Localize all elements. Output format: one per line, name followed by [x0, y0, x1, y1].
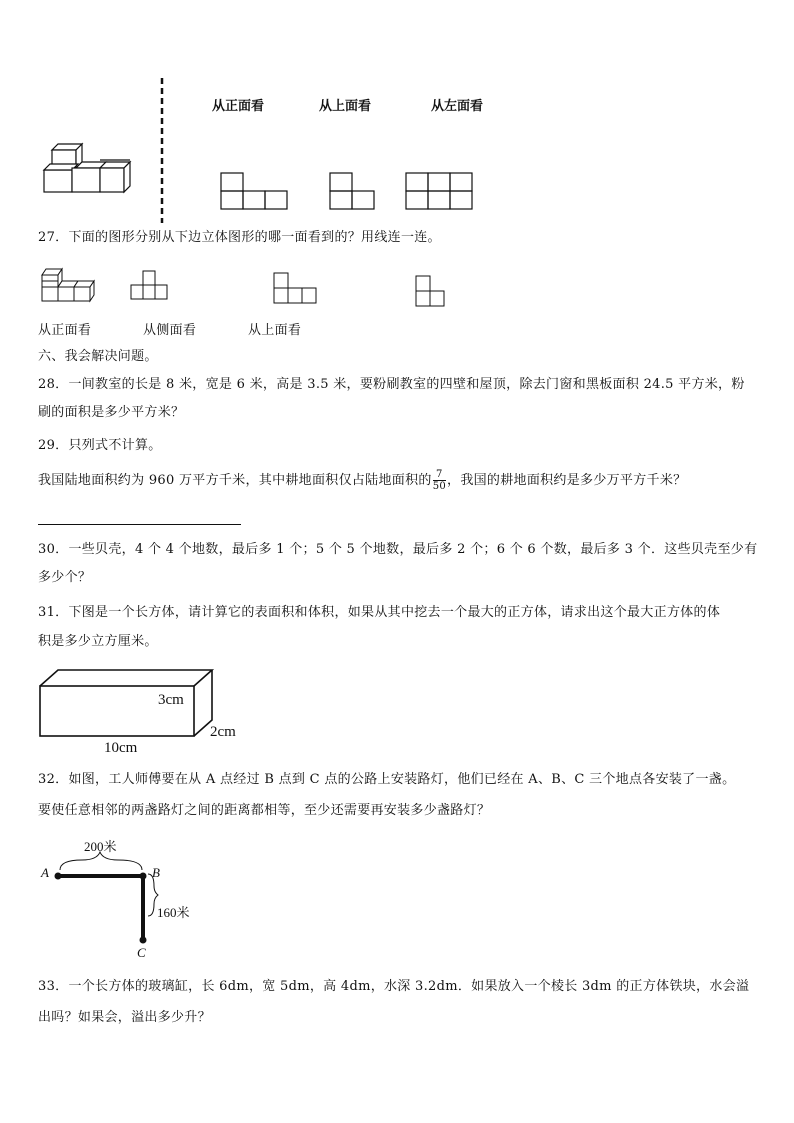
- q31-line2: 积是多少立方厘米。: [38, 634, 158, 649]
- q30-line1: 30．一些贝壳，4 个 4 个地数，最后多 1 个；5 个 5 个地数，最后多 2 个；6 个 6 个数，最后多 3 个．这些贝壳至少有: [38, 542, 758, 557]
- q28-line2: 刷的面积是多少平方米？: [38, 405, 185, 420]
- q30-line2: 多少个？: [38, 570, 92, 585]
- road-bc-distance-label: 160米: [157, 905, 190, 920]
- q29-title: 29．只列式不计算。: [38, 438, 162, 453]
- front-view-grid: [220, 172, 288, 210]
- q32-line2: 要使任意相邻的两盏路灯之间的距离都相等，至少还需要再安装多少盏路灯？: [38, 803, 491, 818]
- cuboid-figure: [38, 668, 218, 740]
- cuboid-width-label: 2cm: [210, 724, 236, 740]
- dashed-divider: [160, 78, 164, 223]
- road-diagram: [52, 848, 162, 948]
- q27-solid-figure: [40, 265, 100, 305]
- view-label-left: 从左面看: [431, 99, 484, 114]
- left-view-grid: [405, 172, 473, 210]
- road-ab-distance-label: 200米: [84, 839, 117, 854]
- cuboid-height-label: 3cm: [158, 692, 184, 708]
- point-c-label: C: [137, 945, 146, 960]
- cuboid-length-label: 10cm: [104, 740, 138, 756]
- section-heading: 六、我会解决问题。: [38, 349, 158, 364]
- q27-view-c: [415, 275, 447, 309]
- view-label-front: 从正面看: [212, 99, 265, 114]
- q29-fraction: [433, 469, 446, 492]
- q29-text-before: 我国陆地面积约为 960 万平方千米，其中耕地面积仅占陆地面积的: [38, 473, 432, 488]
- q27-question: 27．下面的图形分别从下边立体图形的哪一面看到的？用线连一连。: [38, 230, 441, 245]
- top-view-grid: [329, 172, 377, 210]
- point-a-label: A: [41, 865, 49, 880]
- q27-label-top: 从上面看: [248, 323, 302, 338]
- q33-line2: 出吗？如果会，溢出多少升？: [38, 1010, 211, 1025]
- q28-line1: 28．一间教室的长是 8 米，宽是 6 米，高是 3.5 米，要粉刷教室的四壁和屋顶，除去门窗和黑板面积 24.5 平方米，粉: [38, 377, 745, 392]
- q27-view-b: [273, 272, 319, 304]
- q33-line1: 33．一个长方体的玻璃缸，长 6dm，宽 5dm，高 4dm，水深 3.2dm．如果放入一个棱长 3dm 的正方体铁块，水会溢: [38, 979, 750, 994]
- q31-line1: 31．下图是一个长方体，请计算它的表面积和体积，如果从其中挖去一个最大的正方体，请求出这个最大正方体的体: [38, 605, 721, 620]
- cube-stack-figure: [40, 140, 140, 196]
- view-label-top: 从上面看: [319, 99, 372, 114]
- q29-text: [38, 466, 686, 496]
- q27-label-side: 从侧面看: [143, 323, 197, 338]
- q32-line1: 32．如图，工人师傅要在从 A 点经过 B 点到 C 点的公路上安装路灯，他们已经在 A、B、C 三个地点各安装了一盏。: [38, 772, 736, 787]
- answer-line: [38, 524, 241, 525]
- q29-fraction-denominator: 50: [432, 481, 447, 492]
- q29-text-after: ，我国的耕地面积约是多少万平方千米？: [447, 473, 687, 488]
- point-b-label: B: [152, 865, 160, 880]
- q27-view-a: [130, 270, 170, 302]
- q29-fraction-numerator: 7: [433, 469, 446, 481]
- q27-label-front: 从正面看: [38, 323, 92, 338]
